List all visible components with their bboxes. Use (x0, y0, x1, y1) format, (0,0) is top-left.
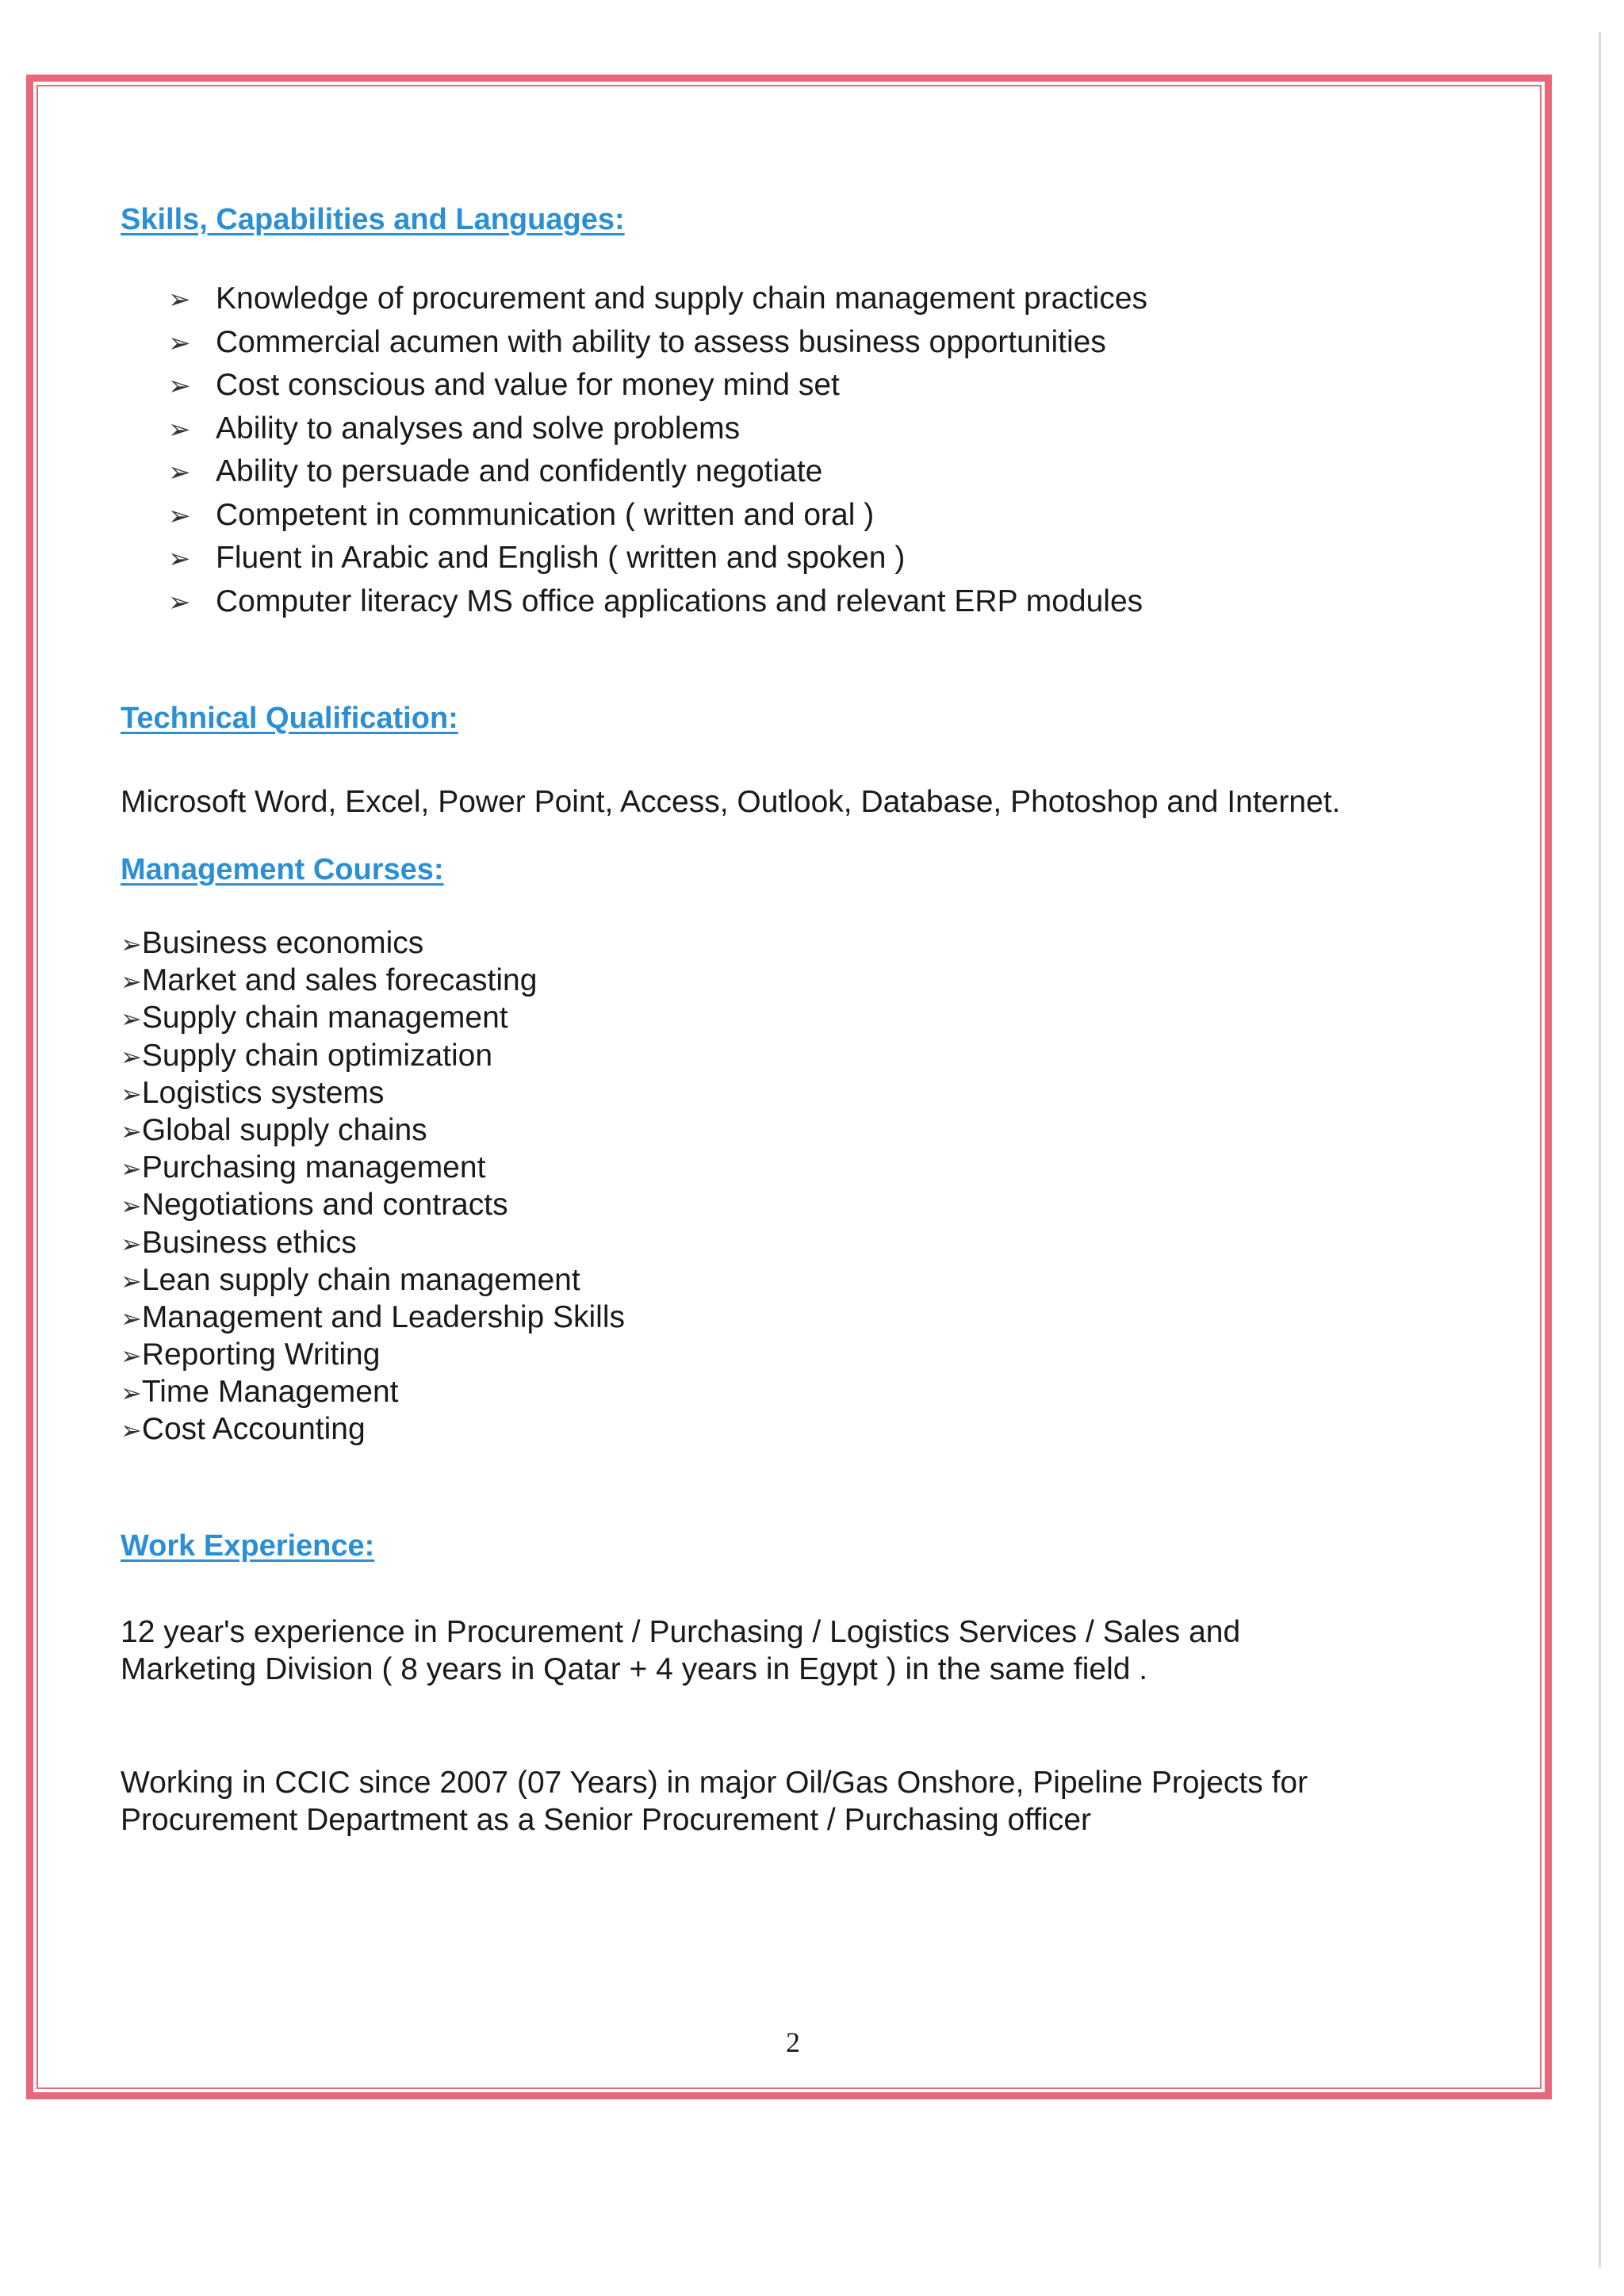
arrow-bullet-icon: ➢ (121, 1341, 142, 1371)
list-item: ➢Management and Leadership Skills (121, 1299, 626, 1334)
list-item: ➢ Knowledge of procurement and supply chain management practices (168, 277, 1147, 321)
arrow-bullet-icon: ➢ (168, 544, 191, 574)
list-item: ➢Negotiations and contracts (121, 1188, 508, 1223)
list-item: ➢ Commercial acumen with ability to assess business opportunities (168, 321, 1147, 365)
arrow-bullet-icon: ➢ (168, 414, 191, 445)
list-item: ➢Reporting Writing (121, 1337, 381, 1372)
skills-list (168, 277, 1147, 623)
list-item: ➢ Ability to persuade and confidently negotiate (168, 450, 1147, 494)
list-item: ➢ Competent in communication ( written and oral ) (168, 494, 1147, 538)
arrow-bullet-icon: ➢ (121, 1192, 142, 1221)
arrow-bullet-icon: ➢ (121, 930, 142, 959)
arrow-bullet-icon: ➢ (121, 967, 142, 997)
list-item: ➢Supply chain optimization (121, 1038, 493, 1073)
list-item: ➢ Cost conscious and value for money mind set (168, 364, 1147, 408)
list-item: ➢Supply chain management (121, 1001, 508, 1035)
arrow-bullet-icon: ➢ (168, 285, 191, 315)
list-item: ➢ Computer literacy MS office applications and relevant ERP modules (168, 580, 1147, 624)
page-edge-line (1599, 32, 1601, 2267)
skills-heading: Skills, Capabilities and Languages: (121, 203, 625, 236)
arrow-bullet-icon: ➢ (121, 1116, 142, 1146)
arrow-bullet-icon: ➢ (121, 1229, 142, 1258)
list-item: ➢Business ethics (121, 1225, 357, 1260)
arrow-bullet-icon: ➢ (121, 1416, 142, 1445)
arrow-bullet-icon: ➢ (121, 1303, 142, 1333)
list-item: ➢Business economics (121, 926, 424, 960)
work-paragraph-1: 12 year's experience in Procurement / Purchasing / Logistics Services / Sales and Marketing Division ( 8 years in Qatar + 4 years in Egypt ) in the same field . (121, 1615, 1241, 1686)
list-item: ➢Market and sales forecasting (121, 963, 538, 998)
arrow-bullet-icon: ➢ (168, 500, 191, 531)
page-number: 2 (786, 2026, 800, 2058)
management-heading: Management Courses: (121, 853, 444, 886)
list-item: ➢Global supply chains (121, 1112, 427, 1147)
arrow-bullet-icon: ➢ (121, 1004, 142, 1034)
arrow-bullet-icon: ➢ (121, 1154, 142, 1184)
arrow-bullet-icon: ➢ (121, 1379, 142, 1408)
list-item: ➢ Ability to analyses and solve problems (168, 408, 1147, 451)
work-paragraph-2: Working in CCIC since 2007 (07 Years) in major Oil/Gas Onshore, Pipeline Projects for Procurement Department as a Senior Procurement / Purchasing officer (121, 1766, 1308, 1837)
arrow-bullet-icon: ➢ (168, 587, 191, 618)
list-item: ➢Time Management (121, 1375, 399, 1410)
courses-list (121, 924, 625, 1448)
list-item: ➢Logistics systems (121, 1075, 385, 1110)
technical-text: Microsoft Word, Excel, Power Point, Access, Outlook, Database, Photoshop and Internet. (121, 785, 1341, 819)
work-heading: Work Experience: (121, 1529, 375, 1563)
arrow-bullet-icon: ➢ (121, 1042, 142, 1071)
arrow-bullet-icon: ➢ (168, 371, 191, 401)
arrow-bullet-icon: ➢ (168, 457, 191, 488)
list-item: ➢Purchasing management (121, 1150, 486, 1185)
technical-heading: Technical Qualification: (121, 702, 458, 735)
arrow-bullet-icon: ➢ (121, 1079, 142, 1108)
list-item: ➢ Fluent in Arabic and English ( written and spoken ) (168, 537, 1147, 580)
arrow-bullet-icon: ➢ (121, 1266, 142, 1295)
arrow-bullet-icon: ➢ (168, 327, 191, 358)
list-item: ➢Lean supply chain management (121, 1262, 580, 1297)
list-item: ➢Cost Accounting (121, 1412, 366, 1447)
